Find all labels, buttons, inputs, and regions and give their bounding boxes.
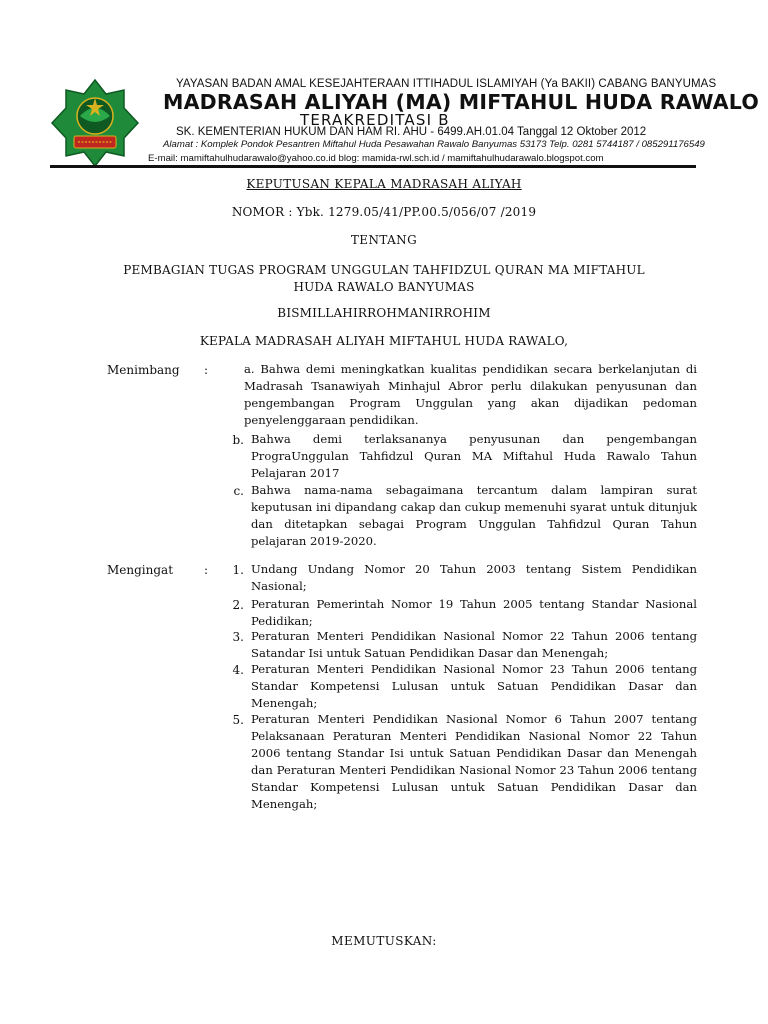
mengingat-marker-1: 1. [232,563,244,577]
menimbang-text-a: Bahwa demi meningkatkan kualitas pendidikan secara berkelanjutan di Madrasah Tsanawiyah Minhajul Abror perlu dilakukan penyusunan dan pengembangan Program Unggulan yang akan dijadikan pedoman penyelenggaraan pendidikan. [244,362,698,427]
document-number: NOMOR : Ybk. 1279.05/41/PP.00.5/056/07 /2019 [231,205,537,219]
mengingat-text-1: Undang Undang Nomor 20 Tahun 2003 tentang Sistem Pendidikan Nasional; [251,562,697,593]
head-title: KEPALA MADRASAH ALIYAH MIFTAHUL HUDA RAWALO, [199,334,569,348]
bismillah: BISMILLAHIRROHMANIRROHIM [277,306,491,320]
school-logo [50,78,140,168]
menimbang-text-c: Bahwa nama-nama sebagaimana tercantum dalam lampiran surat keputusan ini dipandang cakap dan cukup memenuhi syarat untuk ditunjuk dan ditetapkan sebagai Program Unggulan Tahfidzul Quran Tahun pelajaran 2019-2020. [251,483,697,548]
mengingat-text-5: Peraturan Menteri Pendidikan Nasional Nomor 6 Tahun 2007 tentang Pelaksanaan Peraturan Menteri Pendidikan Nasional Nomor 22 Tahun 2006 tentang Standar Isi untuk Satuan Pendidikan Dasar dan Menengah dan Peraturan Menteri Pendidikan Nasional Nomor 23 Tahun 2006 tentang Standar Kompetensi Lulusan untuk Satuan Pendidikan Dasar dan Menengah; [251,712,697,811]
mengingat-colon: : [204,563,209,577]
menimbang-colon: : [204,363,209,377]
menimbang-label: Menimbang [107,363,180,377]
foundation-name: YAYASAN BADAN AMAL KESEJAHTERAAN ITTIHADUL ISLAMIYAH (Ya BAKII) CABANG BANYUMAS [176,78,717,90]
letterhead-divider [50,165,696,168]
menimbang-item-a [244,361,697,429]
mengingat-text-4: Peraturan Menteri Pendidikan Nasional Nomor 23 Tahun 2006 tentang Standar Kompetensi Lulusan untuk Satuan Pendidikan Dasar dan Menengah; [251,662,697,710]
mengingat-marker-4: 4. [232,663,244,677]
contact-line: E-mail: mamiftahulhudarawalo@yahoo.co.id blog: mamida-rwl.sch.id / mamiftahulhudarawalo.blogspot.com [148,153,604,164]
memutuskan-heading: MEMUTUSKAN: [331,934,437,948]
subject-line-1: PEMBAGIAN TUGAS PROGRAM UNGGULAN TAHFIDZUL QURAN MA MIFTAHUL [123,263,645,277]
mengingat-label: Mengingat [107,563,174,577]
address-line: Alamat : Komplek Pondok Pesantren Miftahul Huda Pesawahan Rawalo Banyumas 53173 Telp. 0281 5744187 / 085291176549 [163,139,705,150]
accreditation: TERAKREDITASI B [300,111,450,129]
mengingat-marker-5: 5. [232,713,244,727]
document-title: KEPUTUSAN KEPALA MADRASAH ALIYAH [246,177,522,191]
document-subject [0,262,768,296]
menimbang-marker-a: a. [244,362,255,376]
mengingat-text-2: Peraturan Pemerintah Nomor 19 Tahun 2005 tentang Standar Nasional Pedidikan; [251,597,697,628]
school-name: MADRASAH ALIYAH (MA) MIFTAHUL HUDA RAWALO [163,90,759,114]
mengingat-marker-3: 3. [232,630,244,644]
decree-line: SK. KEMENTERIAN HUKUM DAN HAM RI. AHU - 6499.AH.01.04 Tanggal 12 Oktober 2012 [176,126,647,138]
mengingat-text-3: Peraturan Menteri Pendidikan Nasional Nomor 22 Tahun 2006 tentang Satandar Isi untuk Satuan Pendidikan Dasar dan Menengah; [251,629,697,660]
subject-line-2: HUDA RAWALO BANYUMAS [293,280,475,294]
menimbang-marker-b: b. [232,433,244,447]
menimbang-text-b: Bahwa demi terlaksananya penyusunan dan pengembangan PrograUnggulan Tahfidzul Quran MA Miftahul Huda Rawalo Tahun Pelajaran 2017 [251,432,697,480]
tentang-heading: TENTANG [350,233,418,247]
menimbang-marker-c: c. [233,484,244,498]
mengingat-marker-2: 2. [232,598,244,612]
